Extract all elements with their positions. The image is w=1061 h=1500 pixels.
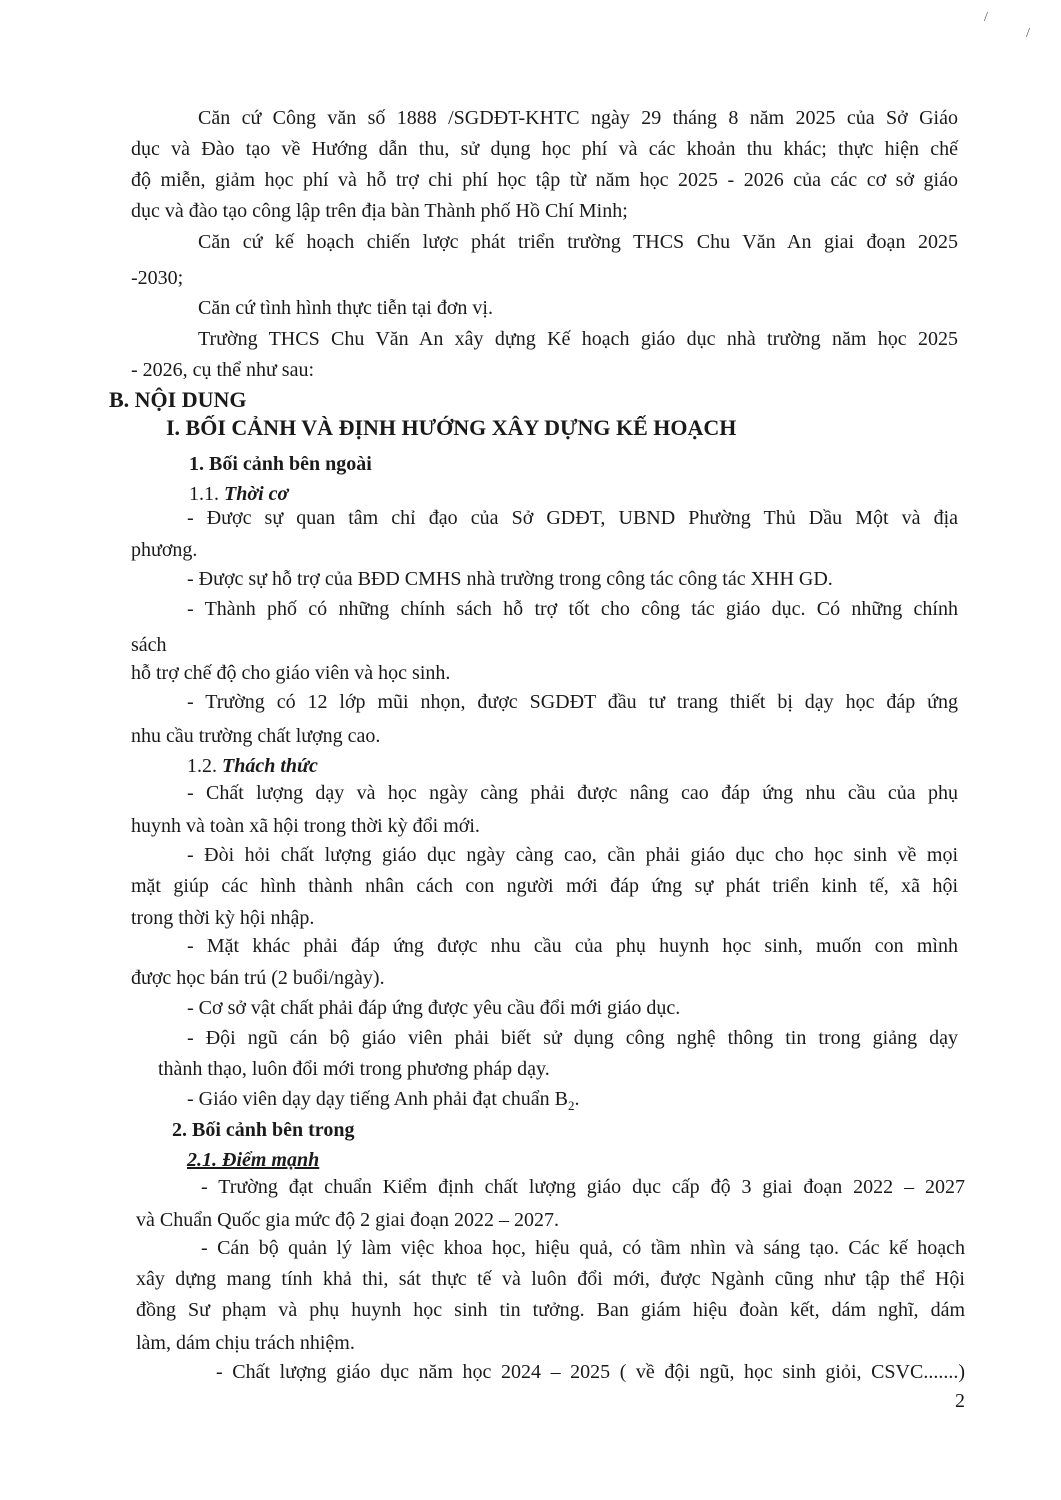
paragraph-line: -2030; bbox=[131, 267, 184, 289]
paragraph-line: dục và Đào tạo về Hướng dẫn thu, sử dụng học phí và các khoản thu khác; thực hiện chế bbox=[131, 138, 958, 160]
paragraph-line: Căn cứ kế hoạch chiến lược phát triển trường THCS Chu Văn An giai đoạn 2025 bbox=[198, 231, 958, 253]
paragraph-line: làm, dám chịu trách nhiệm. bbox=[136, 1332, 355, 1354]
paragraph-line: - Được sự quan tâm chỉ đạo của Sở GDĐT, UBND Phường Thủ Dầu Một và địa bbox=[187, 507, 958, 529]
heading-number: 1.1. bbox=[189, 483, 219, 505]
paragraph-line: - Được sự hỗ trợ của BĐD CMHS nhà trường trong công tác công tác XHH GD. bbox=[187, 568, 833, 590]
page-number: 2 bbox=[955, 1390, 965, 1412]
paragraph-line: Căn cứ tình hình thực tiễn tại đơn vị. bbox=[198, 297, 493, 319]
paragraph-line: sách bbox=[131, 634, 167, 656]
paragraph-line: - Mặt khác phải đáp ứng được nhu cầu của phụ huynh học sinh, muốn con mình bbox=[187, 935, 958, 957]
scan-mark: / bbox=[984, 10, 988, 25]
paragraph-line: dục và đào tạo công lập trên địa bàn Thành phố Hồ Chí Minh; bbox=[131, 200, 628, 222]
paragraph-line: phương. bbox=[131, 539, 198, 561]
paragraph-line: - Cơ sở vật chất phải đáp ứng được yêu cầu đổi mới giáo dục. bbox=[187, 997, 681, 1019]
paragraph-line: thành thạo, luôn đổi mới trong phương pháp dạy. bbox=[158, 1058, 550, 1080]
paragraph-line: - Đội ngũ cán bộ giáo viên phải biết sử dụng công nghệ thông tin trong giảng dạy bbox=[187, 1027, 958, 1049]
subsection-heading-1-2 bbox=[187, 754, 318, 778]
paragraph-line: - 2026, cụ thể như sau: bbox=[131, 359, 315, 381]
line-text: . bbox=[574, 1088, 580, 1110]
subscript: 2 bbox=[568, 1098, 575, 1113]
subsection-heading-2-1: 2.1. Điểm mạnh bbox=[187, 1149, 320, 1171]
paragraph-line: huynh và toàn xã hội trong thời kỳ đổi mới. bbox=[131, 815, 480, 837]
paragraph-line: - Chất lượng giáo dục năm học 2024 – 2025 ( về đội ngũ, học sinh giỏi, CSVC.......) bbox=[216, 1361, 965, 1383]
paragraph-line: hỗ trợ chế độ cho giáo viên và học sinh. bbox=[131, 662, 451, 684]
paragraph-line: độ miễn, giảm học phí và hỗ trợ chi phí học tập từ năm học 2025 - 2026 của các cơ sở giáo bbox=[131, 169, 958, 191]
paragraph-line: mặt giúp các hình thành nhân cách con người mới đáp ứng sự phát triển kinh tế, xã hội bbox=[131, 875, 958, 897]
section-heading-b: B. NỘI DUNG bbox=[109, 387, 247, 412]
line-text: - Giáo viên dạy dạy tiếng Anh phải đạt chuẩn B bbox=[187, 1088, 569, 1110]
paragraph-line: - Trường đạt chuẩn Kiểm định chất lượng giáo dục cấp độ 3 giai đoạn 2022 – 2027 bbox=[201, 1176, 965, 1198]
paragraph-line: - Thành phố có những chính sách hỗ trợ tốt cho công tác giáo dục. Có những chính bbox=[187, 598, 958, 620]
paragraph-line: xây dựng mang tính khả thi, sát thực tế và luôn đổi mới, được Ngành cũng như tập thể Hội bbox=[136, 1268, 965, 1290]
heading-text: Thời cơ bbox=[224, 483, 289, 505]
subsection-heading-1-1 bbox=[189, 482, 288, 506]
paragraph-line: và Chuẩn Quốc gia mức độ 2 giai đoạn 2022 – 2027. bbox=[136, 1209, 559, 1231]
paragraph-line: Căn cứ Công văn số 1888 /SGDĐT-KHTC ngày 29 tháng 8 năm 2025 của Sở Giáo bbox=[198, 107, 958, 129]
paragraph-line: trong thời kỳ hội nhập. bbox=[131, 907, 315, 929]
paragraph-line: - Chất lượng dạy và học ngày càng phải được nâng cao đáp ứng nhu cầu của phụ bbox=[187, 782, 958, 804]
section-heading-i: I. BỐI CẢNH VÀ ĐỊNH HƯỚNG XÂY DỰNG KẾ HOẠCH bbox=[166, 415, 737, 440]
scan-mark: / bbox=[1026, 26, 1030, 41]
paragraph-line: - Trường có 12 lớp mũi nhọn, được SGDĐT đầu tư trang thiết bị dạy học đáp ứng bbox=[187, 691, 958, 713]
paragraph-line: được học bán trú (2 buổi/ngày). bbox=[131, 967, 385, 989]
subsection-heading-1: 1. Bối cảnh bên ngoài bbox=[189, 453, 372, 475]
heading-number: 1.2. bbox=[187, 755, 217, 777]
paragraph-line bbox=[187, 1087, 580, 1118]
paragraph-line: nhu cầu trường chất lượng cao. bbox=[131, 725, 381, 747]
paragraph-line: đồng Sư phạm và phụ huynh học sinh tin tưởng. Ban giám hiệu đoàn kết, dám nghĩ, dám bbox=[136, 1299, 965, 1321]
subsection-heading-2: 2. Bối cảnh bên trong bbox=[172, 1119, 355, 1141]
paragraph-line: Trường THCS Chu Văn An xây dựng Kế hoạch giáo dục nhà trường năm học 2025 bbox=[198, 328, 958, 350]
paragraph-line: - Đòi hỏi chất lượng giáo dục ngày càng cao, cần phải giáo dục cho học sinh về mọi bbox=[187, 844, 958, 866]
heading-text: Thách thức bbox=[222, 755, 318, 777]
paragraph-line: - Cán bộ quản lý làm việc khoa học, hiệu quả, có tầm nhìn và sáng tạo. Các kế hoạch bbox=[201, 1237, 965, 1259]
